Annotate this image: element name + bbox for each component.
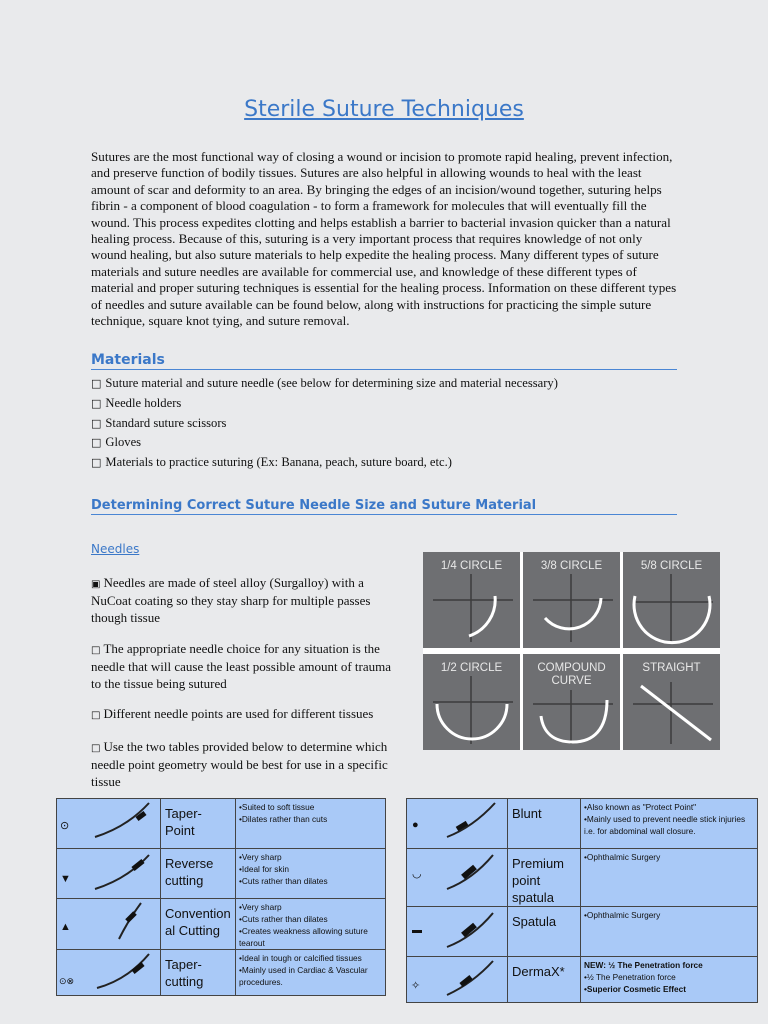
shape-five-eighth-circle: 5/8 CIRCLE xyxy=(623,552,720,648)
blunt-symbol-icon: ● xyxy=(412,819,419,831)
table-row: ⊙ Taper-Point •Suited to soft tissue •Dilates rather than cuts xyxy=(57,799,386,849)
needle-point-1: ▣ Needles are made of steel alloy (Surgalloy) with a NuCoat coating so they stay sharp for multiple passes though tissue xyxy=(91,575,371,625)
checkbox-icon: □ xyxy=(91,645,101,656)
taper-point-symbol-icon: ⊙ xyxy=(60,820,70,832)
checkbox-icon: □ xyxy=(91,743,101,754)
checkbox-icon: ▣ xyxy=(91,579,101,590)
list-item: □ Standard suture scissors xyxy=(91,414,558,434)
needle-tip-icon xyxy=(57,899,157,943)
needle-point-2: □ The appropriate needle choice for any situation is the needle that will cause the least possible amount of trauma to the tissue being sutured xyxy=(91,641,391,691)
needle-tip-icon xyxy=(407,799,507,843)
shape-compound-curve: COMPOUND CURVE xyxy=(523,654,620,750)
checkbox-icon: □ xyxy=(91,710,101,721)
premium-spatula-symbol-icon: ◡ xyxy=(412,868,422,880)
determining-heading: Determining Correct Suture Needle Size and Suture Material xyxy=(91,498,677,515)
table-row: ◡ Premium point spatula •Ophthalmic Surgery xyxy=(407,849,758,907)
shape-half-circle: 1/2 CIRCLE xyxy=(423,654,520,750)
needle-point-table-right xyxy=(406,798,758,1003)
table-row: ▬ Spatula •Ophthalmic Surgery xyxy=(407,907,758,957)
list-item: □ Suture material and suture needle (see below for determining size and material necessary) xyxy=(91,374,558,394)
needle-tip-icon xyxy=(57,849,157,893)
materials-list xyxy=(91,374,558,473)
reverse-cutting-symbol-icon: ▼ xyxy=(60,873,71,885)
needle-tip-icon xyxy=(407,849,507,893)
taper-cutting-symbol-icon: ⊙⊗ xyxy=(59,976,75,986)
needle-point-table-left xyxy=(56,798,386,996)
intro-paragraph: Sutures are the most functional way of closing a wound or incision to promote rapid healing, prevent infection, and preserve function of bodily tissues. Sutures are also helpful in allowing wounds to heal with the least amount of scar and deformity to an area. By bringing the edges of an incision/wound together, suturing helps fibrin - a component of blood coagulation - to form a framework for molecules that will eventually fill the wound. This process expedites clotting and helps establish a barrier to bacterial invasion quicker than a natural healing process. Because of this, suturing is a very important process that requires knowledge of not only wound healing, but also suture materials to help expedite the healing process. Many different types of suture materials and suture needles are available for commercial use, and knowledge of these different types of material and proper suturing techniques is essential for the healing process. Information on these different types of needles and suture available can be found below, along with instructions for practicing the simple suture technique, square knot tying, and suture removal. xyxy=(91,149,677,329)
dermax-symbol-icon: ✧ xyxy=(411,980,421,992)
needle-tip-icon xyxy=(57,799,157,843)
spatula-symbol-icon: ▬ xyxy=(412,925,422,936)
materials-heading: Materials xyxy=(91,352,677,370)
table-row: ● Blunt •Also known as "Protect Point" •Mainly used to prevent needle stick injuries i.e. for abdominal wall closure. xyxy=(407,799,758,849)
table-row: ▲ Convention al Cutting •Very sharp •Cuts rather than dilates •Creates weakness allowing suture tearout xyxy=(57,899,386,950)
table-row: ▼ Reverse cutting •Very sharp •Ideal for skin •Cuts rather than dilates xyxy=(57,849,386,899)
list-item: □ Needle holders xyxy=(91,394,558,414)
needle-tip-icon xyxy=(407,907,507,951)
table-row: ⊙⊗ Taper- cutting •Ideal in tough or calcified tissues •Mainly used in Cardiac & Vascular procedures. xyxy=(57,950,386,996)
list-item: □ Gloves xyxy=(91,433,558,453)
conventional-cutting-symbol-icon: ▲ xyxy=(60,921,71,933)
needle-tip-icon xyxy=(407,957,507,997)
needle-point-3: □ Different needle points are used for different tissues xyxy=(91,706,374,721)
shape-three-eighth-circle: 3/8 CIRCLE xyxy=(523,552,620,648)
needle-point-4: □ Use the two tables provided below to determine which needle point geometry would be best for use in a specific tissue xyxy=(91,739,388,789)
needle-shapes-figure xyxy=(423,552,720,750)
list-item: □ Materials to practice suturing (Ex: Banana, peach, suture board, etc.) xyxy=(91,453,558,473)
shape-quarter-circle: 1/4 CIRCLE xyxy=(423,552,520,648)
needles-heading: Needles xyxy=(91,542,140,556)
shape-straight: STRAIGHT xyxy=(623,654,720,750)
table-row: ✧ DermaX* NEW: ½ The Penetration force •½ The Penetration force •Superior Cosmetic Effect xyxy=(407,957,758,1003)
page-title: Sterile Suture Techniques xyxy=(244,97,524,122)
